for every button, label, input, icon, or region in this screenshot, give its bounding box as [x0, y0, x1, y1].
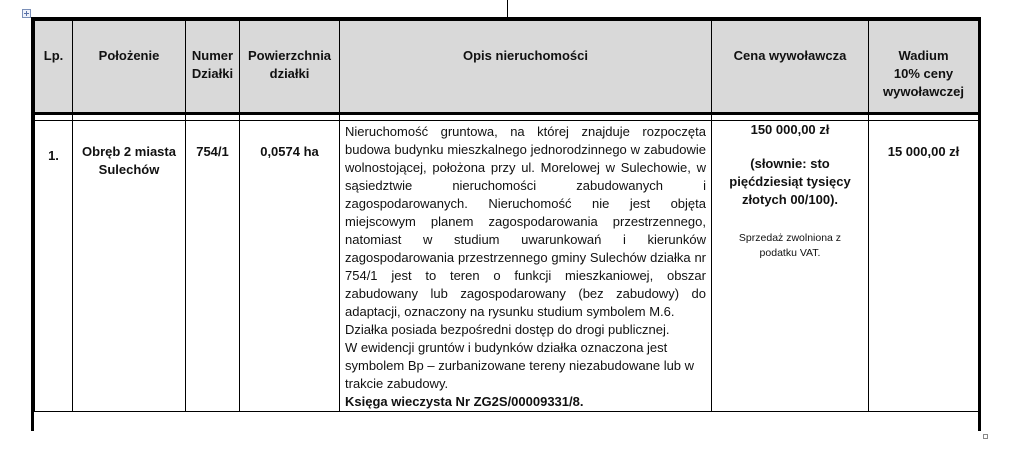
- header-wadium: Wadium 10% ceny wywoławczej: [869, 21, 979, 114]
- table-header-row: [35, 21, 979, 114]
- cell-opis: [340, 121, 712, 412]
- cell-wadium: 15 000,00 zł: [869, 121, 979, 412]
- table-move-handle-icon[interactable]: [22, 9, 31, 18]
- opis-paragraph: Nieruchomość gruntowa, na której znajduje rozpoczęta budowa budynku mieszkalnego jednorodzinnego w zabudowie wolnostojącej, położona przy ul. Morelowej w Sulechowie, w sąsiedztwie nieruchomości zabudowanych i zagospodarowanych. Nieruchomość nie jest objęta miejscowym planem zagospodarowania przestrzennego, natomiast w studium uwarunkowań i kierunków zagospodarowania przestrzennego gminy Sulechów działka nr 754/1 jest to teren o funkcji mieszkaniowej, obszar zabudowany lub zagospodarowany (bez zabudowy) do adaptacji, oznaczony na rysunku studium symbolem M.6.: [345, 124, 706, 319]
- opis-paragraph: W ewidencji gruntów i budynków działka oznaczona jest symbolem Bp – zurbanizowane tereny niezabudowane lub w trakcie zabudowy.: [345, 340, 695, 391]
- cell-lp: 1.: [35, 121, 73, 412]
- header-lp: Lp.: [35, 21, 73, 114]
- header-numer-dzialki: Numer Działki: [186, 21, 240, 114]
- header-cena: Cena wywoławcza: [712, 21, 869, 114]
- cell-polozenie: Obręb 2 miasta Sulechów: [73, 121, 186, 412]
- property-table: [34, 20, 979, 412]
- header-polozenie: Położenie: [73, 21, 186, 114]
- cell-numer-dzialki: 754/1: [186, 121, 240, 412]
- text-cursor: [507, 0, 508, 17]
- opis-paragraph: Działka posiada bezpośredni dostęp do drogi publicznej.: [345, 322, 670, 337]
- ksiega-wieczysta: Księga wieczysta Nr ZG2S/00009331/8.: [345, 394, 584, 409]
- cena-amount: 150 000,00 zł: [750, 122, 830, 137]
- cena-words: (słownie: sto pięćdziesiąt tysięcy złotych 00/100).: [729, 156, 851, 207]
- header-separator-row: [35, 114, 979, 121]
- vat-note: Sprzedaż zwolniona z podatku VAT.: [738, 232, 842, 259]
- header-opis: Opis nieruchomości: [340, 21, 712, 114]
- table-resize-handle[interactable]: [983, 434, 988, 439]
- header-powierzchnia: Powierzchnia działki: [240, 21, 340, 114]
- cell-cena: [712, 121, 869, 412]
- table-row: [35, 121, 979, 412]
- cell-powierzchnia: 0,0574 ha: [240, 121, 340, 412]
- property-table-frame: [31, 17, 981, 431]
